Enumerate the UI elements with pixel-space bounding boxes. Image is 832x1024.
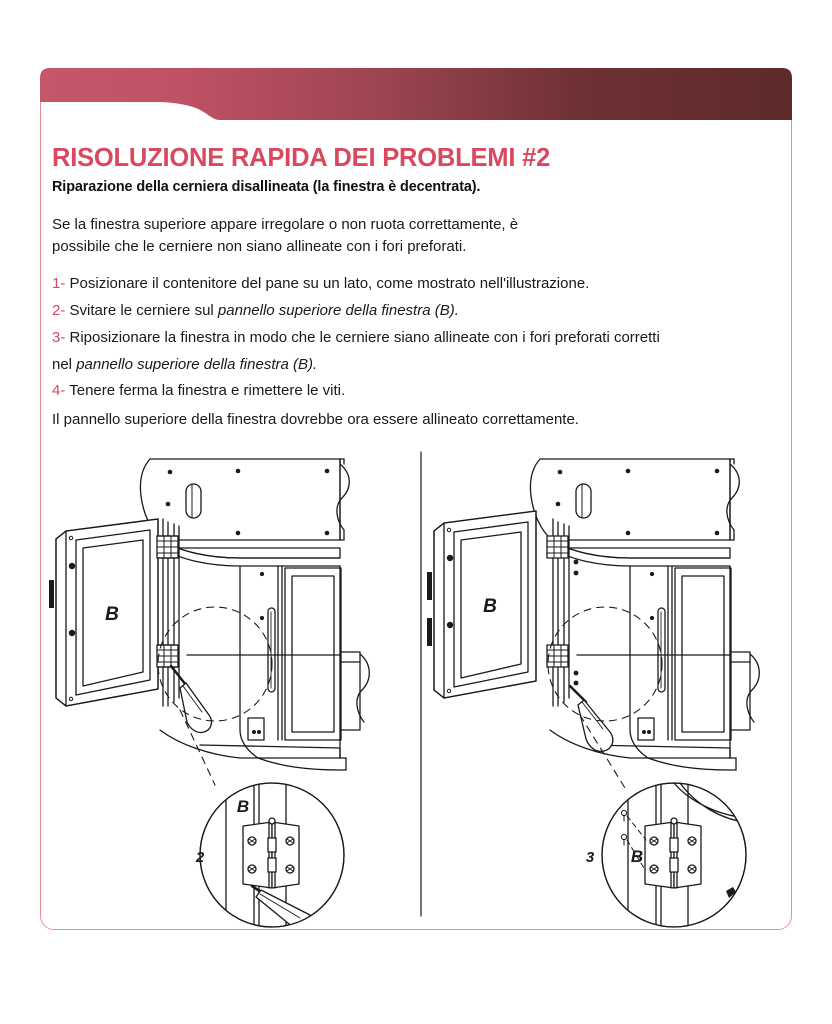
detail-panel-label: B — [630, 847, 644, 866]
door-panel-label: B — [105, 604, 119, 625]
latch-screw — [257, 730, 261, 734]
loose-screws — [574, 560, 579, 686]
fallen-screw — [724, 908, 734, 919]
latch-screw — [642, 730, 646, 734]
detail-number-label: 3 — [585, 849, 595, 866]
illustration-area — [40, 440, 792, 930]
door-edge-rail — [49, 580, 54, 608]
detail-view-right — [586, 783, 750, 927]
detail-panel-label: B — [236, 797, 250, 816]
loose-screw — [574, 681, 579, 686]
step-number: 2- — [52, 302, 66, 320]
step-item — [52, 327, 792, 354]
detail-view-left — [195, 783, 344, 930]
door-hole — [447, 555, 453, 561]
predrilled-hole — [715, 531, 720, 536]
door-panel-label: B — [483, 596, 497, 617]
step-item — [52, 300, 792, 327]
breadbox-front-window — [248, 566, 341, 740]
breadbox-front-window — [638, 566, 731, 740]
window-handle — [658, 608, 665, 692]
loose-screw — [574, 671, 579, 676]
door-hole — [69, 563, 75, 569]
predrilled-hole — [626, 469, 631, 474]
intro-paragraph — [40, 195, 792, 258]
step-number: 1- — [52, 275, 66, 293]
door-panel-b — [427, 511, 536, 698]
handle-slot — [186, 484, 201, 518]
predrilled-hole — [626, 531, 631, 536]
predrilled-hole — [650, 616, 654, 620]
loose-screw — [574, 560, 579, 565]
breadbox-top-plate — [140, 459, 349, 540]
latch-block — [248, 718, 264, 740]
page-subtitle: Riparazione della cerniera disallineata (la finestra è decentrata). — [52, 178, 481, 195]
steps-list — [40, 257, 792, 432]
figure-left — [49, 459, 369, 930]
predrilled-hole — [166, 502, 171, 507]
predrilled-hole — [325, 469, 330, 474]
latch-block — [638, 718, 654, 740]
step-text: Posizionare il contenitore del pane su un lato, come mostrato nell'illustrazione. — [65, 275, 590, 293]
door-panel-b — [49, 519, 158, 706]
step-text: nel — [52, 355, 77, 373]
hinge-upper — [547, 536, 568, 558]
predrilled-hole — [556, 502, 561, 507]
predrilled-hole — [168, 470, 173, 475]
latch-screw — [647, 730, 651, 734]
banner-shape — [40, 68, 792, 120]
step-item — [52, 380, 792, 407]
step-item-continuation — [52, 354, 792, 381]
breadbox-body — [550, 540, 736, 770]
step-text-italic: pannello superiore della finestra (B). — [217, 302, 459, 320]
content-block — [40, 120, 792, 432]
predrilled-hole — [236, 469, 241, 474]
predrilled-hole — [260, 572, 264, 576]
breadbox-right-side — [340, 652, 369, 730]
detail-number-label: 2 — [195, 849, 205, 866]
step-number: 3- — [52, 328, 66, 346]
latch-screw — [252, 730, 256, 734]
door-edge-rail — [427, 572, 432, 600]
callout-dashed-circle — [548, 607, 662, 788]
step-text: Riposizionare la finestra in modo che le cerniere siano allineate con i fori preforati corretti — [65, 328, 660, 346]
step-text: Tenere ferma la finestra e rimettere le viti. — [65, 382, 346, 400]
window-handle — [268, 608, 275, 692]
screwdriver-tool — [570, 686, 613, 751]
predrilled-hole — [325, 531, 330, 536]
predrilled-hole — [558, 470, 563, 475]
predrilled-hole — [236, 531, 241, 536]
predrilled-hole — [715, 469, 720, 474]
figure-right — [427, 459, 759, 927]
hinge-upper — [157, 536, 178, 558]
page-title: RISOLUZIONE RAPIDA DEI PROBLEMI #2 — [52, 144, 551, 172]
breadbox-body — [160, 540, 346, 770]
door-edge-rail — [427, 618, 432, 646]
door-hole — [69, 630, 75, 636]
breadbox-top-plate — [530, 459, 739, 540]
door-hole — [447, 622, 453, 628]
breadbox-right-side — [730, 652, 759, 730]
step-text: Svitare le cerniere sul — [65, 302, 218, 320]
predrilled-hole — [650, 572, 654, 576]
step-item — [52, 273, 792, 300]
loose-screw — [574, 571, 579, 576]
header-banner — [40, 68, 792, 120]
intro-line-2: possibile che le cerniere non siano allineate con i fori preforati. — [52, 237, 467, 255]
handle-slot — [576, 484, 591, 518]
intro-line-1: Se la finestra superiore appare irregolare o non ruota correttamente, è — [52, 215, 519, 233]
closing-paragraph: Il pannello superiore della finestra dovrebbe ora essere allineato correttamente. — [52, 411, 579, 429]
predrilled-hole — [260, 616, 264, 620]
step-number: 4- — [52, 382, 66, 400]
step-text-italic: pannello superiore della finestra (B). — [76, 355, 318, 373]
screwdriver-tool — [171, 666, 211, 732]
